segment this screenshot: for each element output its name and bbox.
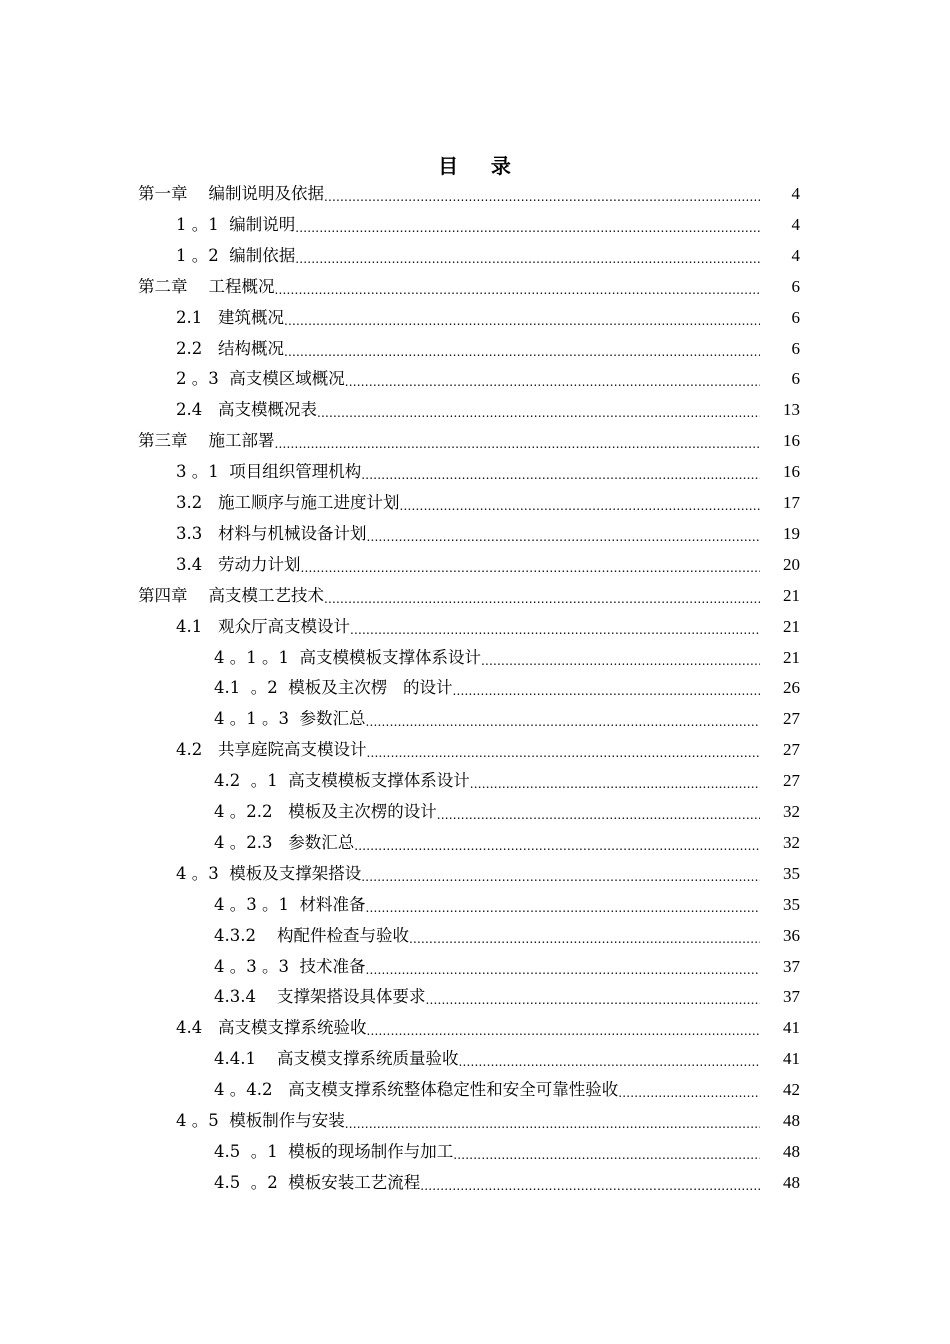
toc-entry-page-number: 48 <box>783 1172 800 1192</box>
toc-entry[interactable] <box>176 456 800 487</box>
dot-leader <box>300 549 760 580</box>
toc-entry[interactable] <box>214 642 800 673</box>
toc-entry[interactable] <box>176 549 800 580</box>
dot-leader <box>365 951 760 982</box>
toc-entry-page-number: 19 <box>783 523 800 543</box>
toc-entry-page-number: 32 <box>783 802 800 821</box>
toc-entry[interactable] <box>176 209 800 240</box>
toc-entry-label: 3.4 劳动力计划 <box>176 554 301 574</box>
toc-entry-label: 4.1 观众厅高支模设计 <box>176 616 350 636</box>
toc-entry-page-number: 21 <box>783 585 800 605</box>
dot-leader <box>295 209 760 240</box>
toc-entry-page-number: 35 <box>783 894 800 914</box>
toc-entry-label: 4.2 。1 高支模模板支撑体系设计 <box>214 771 470 791</box>
toc-entry-label: 4.5 。2 模板安装工艺流程 <box>214 1172 421 1192</box>
toc-entry-page-number: 21 <box>783 647 800 667</box>
toc-entry-label: 4.4 高支模支撑系统验收 <box>176 1018 367 1038</box>
toc-entry[interactable] <box>176 302 800 333</box>
dot-leader <box>399 487 760 518</box>
toc-entry[interactable] <box>214 827 800 858</box>
toc-entry-page-number: 48 <box>783 1141 800 1161</box>
toc-entry[interactable] <box>214 1167 800 1198</box>
toc-entry-label: 1 。1 编制说明 <box>176 214 296 234</box>
toc-entry[interactable] <box>138 178 800 209</box>
toc-entry[interactable] <box>214 920 800 951</box>
toc-entry[interactable] <box>214 951 800 982</box>
toc-entry-page-number: 17 <box>783 493 800 512</box>
toc-entry-page-number: 13 <box>783 400 800 420</box>
toc-entry-label: 4 。4.2 高支模支撑系统整体稳定性和安全可靠性验收 <box>214 1080 619 1100</box>
toc-entry-label: 2.4 高支模概况表 <box>176 400 317 420</box>
dot-leader <box>452 672 760 703</box>
toc-entry-label: 4 。3 。1 材料准备 <box>214 894 366 914</box>
toc-entry-page-number: 41 <box>783 1018 800 1038</box>
toc-entry-page-number: 48 <box>783 1111 800 1130</box>
dot-leader <box>361 858 760 889</box>
toc-entry[interactable] <box>214 1074 800 1105</box>
dot-leader <box>366 1012 760 1043</box>
dot-leader <box>481 642 760 673</box>
toc-entry[interactable] <box>214 796 800 827</box>
toc-entry-label: 4.1 。2 模板及主次楞 的设计 <box>214 678 453 698</box>
dot-leader <box>350 611 760 642</box>
toc-entry[interactable] <box>176 611 800 642</box>
toc-entry-label: 第二章 工程概况 <box>138 276 275 296</box>
dot-leader <box>458 1043 760 1074</box>
dot-leader <box>324 178 760 209</box>
dot-leader <box>274 271 760 302</box>
dot-leader <box>345 1105 760 1136</box>
toc-entry[interactable] <box>138 425 800 456</box>
toc-entry[interactable] <box>214 703 800 734</box>
toc-entry[interactable] <box>214 1136 800 1167</box>
dot-leader <box>317 394 760 425</box>
toc-entry[interactable] <box>176 1105 800 1136</box>
toc-entry[interactable] <box>176 734 800 765</box>
toc-entry-page-number: 21 <box>783 616 800 636</box>
toc-entry-label: 1 。2 编制依据 <box>176 245 296 265</box>
toc-entry[interactable] <box>214 981 800 1012</box>
toc-entry-label: 第四章 高支模工艺技术 <box>138 585 324 605</box>
dot-leader <box>295 240 760 271</box>
toc-entry[interactable] <box>176 487 800 518</box>
dot-leader <box>354 827 760 858</box>
toc-entry-label: 4 。3 模板及支撑架搭设 <box>176 863 362 883</box>
toc-entry-label: 第三章 施工部署 <box>138 431 275 451</box>
toc-entry-label: 3 。1 项目组织管理机构 <box>176 462 362 482</box>
toc-entry-label: 3.3 材料与机械设备计划 <box>176 523 367 543</box>
toc-entry[interactable] <box>176 394 800 425</box>
toc-entry-label: 2.2 结构概况 <box>176 338 284 358</box>
dot-leader <box>365 889 760 920</box>
toc-entry-page-number: 37 <box>783 987 800 1007</box>
toc-entry-page-number: 16 <box>783 462 800 482</box>
toc-entry-page-number: 42 <box>783 1080 800 1100</box>
dot-leader <box>453 1136 760 1167</box>
toc-entry[interactable] <box>138 580 800 611</box>
toc-entry-page-number: 27 <box>783 709 800 729</box>
toc-entry-label: 4.4.1 高支模支撑系统质量验收 <box>214 1049 459 1069</box>
dot-leader <box>437 796 760 827</box>
toc-entry-label: 4.3.4 支撑架搭设具体要求 <box>214 987 426 1007</box>
dot-leader <box>345 363 760 394</box>
toc-entry-label: 2 。3 高支模区域概况 <box>176 369 345 389</box>
toc-entry[interactable] <box>176 858 800 889</box>
toc-entry[interactable] <box>176 518 800 549</box>
dot-leader <box>409 920 760 951</box>
toc-entry-label: 4 。1 。1 高支模模板支撑体系设计 <box>214 647 481 667</box>
toc-entry[interactable] <box>176 240 800 271</box>
toc-entry-page-number: 6 <box>791 307 800 327</box>
toc-entry-label: 4.3.2 构配件检查与验收 <box>214 925 409 945</box>
toc-entry-page-number: 36 <box>783 925 800 945</box>
toc-entry-page-number: 37 <box>783 956 800 976</box>
toc-entry-page-number: 32 <box>783 832 800 852</box>
toc-entry-page-number: 27 <box>783 740 800 760</box>
toc-entry[interactable] <box>214 1043 800 1074</box>
toc-entry[interactable] <box>214 672 800 703</box>
dot-leader <box>470 765 760 796</box>
toc-entry-page-number: 27 <box>783 771 800 791</box>
dot-leader <box>284 333 760 364</box>
toc-entry[interactable] <box>214 889 800 920</box>
dot-leader <box>618 1074 760 1105</box>
dot-leader <box>425 981 760 1012</box>
toc-entry-page-number: 4 <box>791 245 800 265</box>
toc-entry-page-number: 6 <box>791 369 800 389</box>
toc-entry[interactable] <box>176 1012 800 1043</box>
toc-entry-page-number: 4 <box>791 214 800 234</box>
dot-leader <box>324 580 760 611</box>
toc-title: 目 录 <box>438 154 512 178</box>
dot-leader <box>365 703 760 734</box>
toc-entry-label: 4.2 共享庭院高支模设计 <box>176 740 367 760</box>
toc-entry-page-number: 4 <box>791 184 800 203</box>
toc-entry-label: 第一章 编制说明及依据 <box>138 184 324 203</box>
dot-leader <box>284 302 760 333</box>
toc-entry[interactable] <box>214 765 800 796</box>
toc-entry-label: 4.5 。1 模板的现场制作与加工 <box>214 1141 454 1161</box>
dot-leader <box>366 734 760 765</box>
toc-entry-label: 3.2 施工顺序与施工进度计划 <box>176 493 400 512</box>
toc-entry[interactable] <box>138 271 800 302</box>
toc-entry-page-number: 41 <box>783 1049 800 1069</box>
dot-leader <box>274 425 760 456</box>
toc-entry-page-number: 35 <box>783 863 800 883</box>
toc-entry[interactable] <box>176 333 800 364</box>
toc-entry-page-number: 16 <box>783 431 800 451</box>
dot-leader <box>361 456 760 487</box>
toc-entry-label: 4 。3 。3 技术准备 <box>214 956 366 976</box>
toc-entry-label: 4 。5 模板制作与安装 <box>176 1111 345 1130</box>
toc-entry[interactable] <box>176 363 800 394</box>
toc-entry-label: 4 。2.3 参数汇总 <box>214 832 355 852</box>
toc-entry-page-number: 6 <box>791 276 800 296</box>
toc-entry-page-number: 26 <box>783 678 800 698</box>
dot-leader <box>420 1167 760 1198</box>
toc-entry-label: 4 。2.2 模板及主次楞的设计 <box>214 802 437 821</box>
toc-entry-page-number: 6 <box>791 338 800 358</box>
toc-entry-label: 4 。1 。3 参数汇总 <box>214 709 366 729</box>
dot-leader <box>366 518 760 549</box>
toc-entry-label: 2.1 建筑概况 <box>176 307 284 327</box>
toc-entry-page-number: 20 <box>783 554 800 574</box>
